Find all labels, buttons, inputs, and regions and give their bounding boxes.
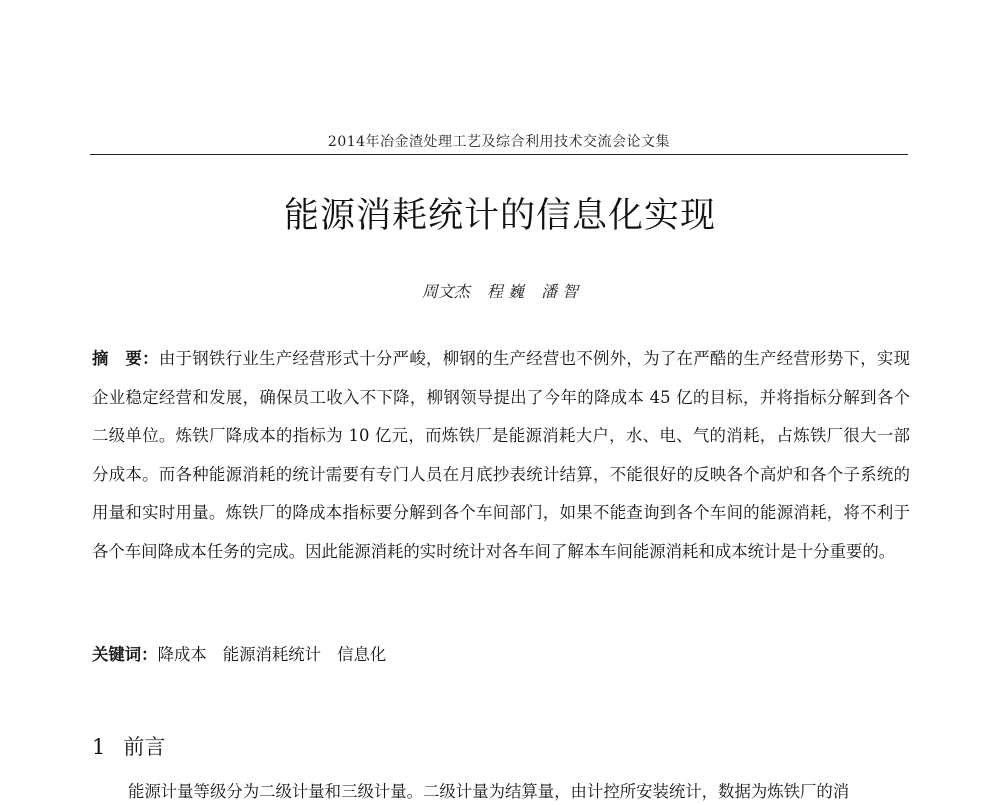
- author-name: 周文杰: [421, 282, 470, 301]
- author-name: 程 巍: [486, 282, 524, 301]
- author-name: 潘 智: [541, 282, 579, 301]
- abstract: [92, 340, 910, 572]
- header-rule: [90, 154, 908, 155]
- section-heading: [92, 731, 165, 761]
- section-body-text: 能源计量等级分为二级计量和三级计量。二级计量为结算量，由计控所安装统计，数据为炼铁厂的消: [128, 782, 850, 801]
- abstract-label: 摘 要：: [92, 349, 159, 368]
- keywords: [92, 642, 910, 668]
- keyword: 信息化: [337, 645, 387, 664]
- keyword: 降成本: [157, 645, 207, 664]
- running-header: 2014年冶金渣处理工艺及综合利用技术交流会论文集: [327, 134, 671, 150]
- section-title: 前言: [123, 735, 166, 759]
- section-number: 1: [92, 735, 106, 759]
- paper-title: 能源消耗统计的信息化实现: [283, 196, 716, 236]
- author-list: [0, 279, 1000, 302]
- abstract-text: 由于钢铁行业生产经营形式十分严峻，柳钢的生产经营也不例外，为了在严酷的生产经营形势下，实现企业稳定经营和发展，确保员工收入不下降，柳钢领导提出了今年的降成本 45 亿的目标，并将指标分解到各个二级单位。炼铁厂降成本的指标为 10 亿元，而炼铁厂是能源消耗大户，水、电、气的消耗，占炼铁厂很大一部分成本。而各种能源消耗的统计需要有专门人员在月底抄表统计结算，不能很好的反映各个高炉和各个子系统的用量和实时用量。炼铁厂的降成本指标要分解到各个车间部门，如果不能查询到各个车间的能源消耗，将不利于各个车间降成本任务的完成。因此能源消耗的实时统计对各车间了解本车间能源消耗和成本统计是十分重要的。: [92, 349, 911, 561]
- keywords-label: 关键词：: [92, 645, 158, 664]
- keyword: 能源消耗统计: [222, 645, 322, 664]
